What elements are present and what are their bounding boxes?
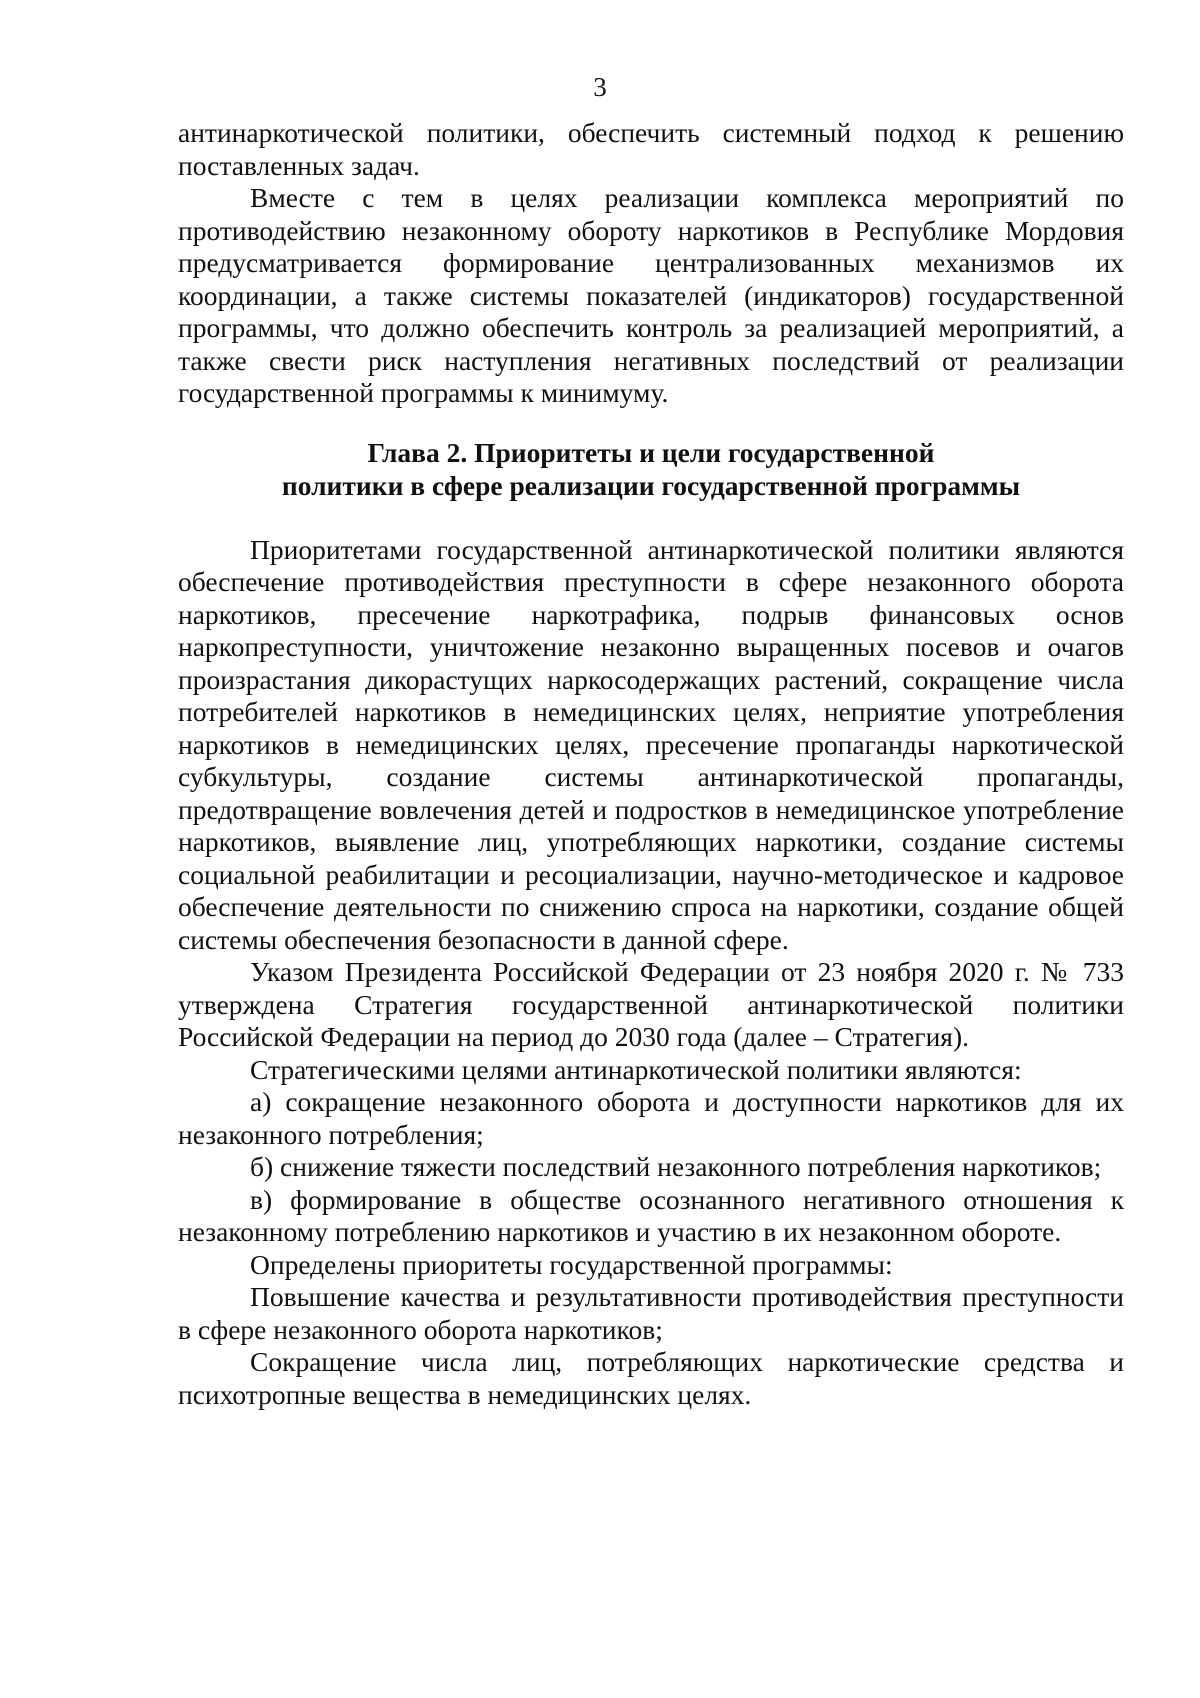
chapter-heading-line-2: политики в сфере реализации государственной программы [281, 469, 1021, 501]
paragraph-priorities: Приоритетами государственной антинаркотической политики являются обеспечение противодействия преступности в сфере незаконного оборота наркотиков, пресечение наркотрафика, подрыв финансовых основ наркопреступности, уничтожение незаконно выращенных посевов и очагов произрастания дикорастущих наркосодержащих растений, сокращение числа потребителей наркотиков в немедицинских целях, неприятие употребления наркотиков в немедицинских целях, пресечение пропаганды наркотической субкультуры, создание системы антинаркотической пропаганды, предотвращение вовлечения детей и подростков в немедицинское употребление наркотиков, выявление лиц, употребляющих наркотики, создание системы социальной реабилитации и ресоциализации, научно-методическое и кадровое обеспечение деятельности по снижению спроса на наркотики, создание общей системы обеспечения безопасности в данной сфере. [178, 533, 1124, 955]
paragraph-strategic-goals: Стратегическими целями антинаркотической политики являются: [250, 1053, 1022, 1085]
list-item-c: в) формирование в обществе осознанного негативного отношения к незаконному потреблению наркотиков и участию в их незаконном обороте. [178, 1183, 1124, 1247]
document-body [178, 117, 1124, 1411]
list-item-a: а) сокращение незаконного оборота и доступности наркотиков для их незаконного потребления; [178, 1086, 1124, 1150]
priority-item-1: Повышение качества и результативности противодействия преступности в сфере незаконного оборота наркотиков; [178, 1281, 1124, 1345]
paragraph-program-priorities: Определены приоритеты государственной программы: [250, 1248, 893, 1280]
chapter-heading-line-1: Глава 2. Приоритеты и цели государственной [367, 436, 935, 468]
page-number: 3 [593, 72, 607, 102]
priority-item-2: Сокращение числа лиц, потребляющих наркотические средства и психотропные вещества в немедицинских целях. [178, 1346, 1124, 1410]
chapter-heading [178, 436, 1124, 502]
paragraph-decree: Указом Президента Российской Федерации от 23 ноября 2020 г. № 733 утверждена Стратегия государственной антинаркотической политики Российской Федерации на период до 2030 года (далее – Стратегия). [178, 956, 1124, 1052]
paragraph-coordination: Вместе с тем в целях реализации комплекса мероприятий по противодействию незаконному обороту наркотиков в Республике Мордовия предусматривается формирование централизованных механизмов их координации, а также системы показателей (индикаторов) государственной программы, что должно обеспечить контроль за реализацией мероприятий, а также свести риск наступления негативных последствий от реализации государственной программы к минимуму. [178, 182, 1124, 408]
paragraph-continuation: антинаркотической политики, обеспечить системный подход к решению поставленных задач. [178, 117, 1124, 181]
list-item-b: б) снижение тяжести последствий незаконного потребления наркотиков; [250, 1151, 1102, 1182]
